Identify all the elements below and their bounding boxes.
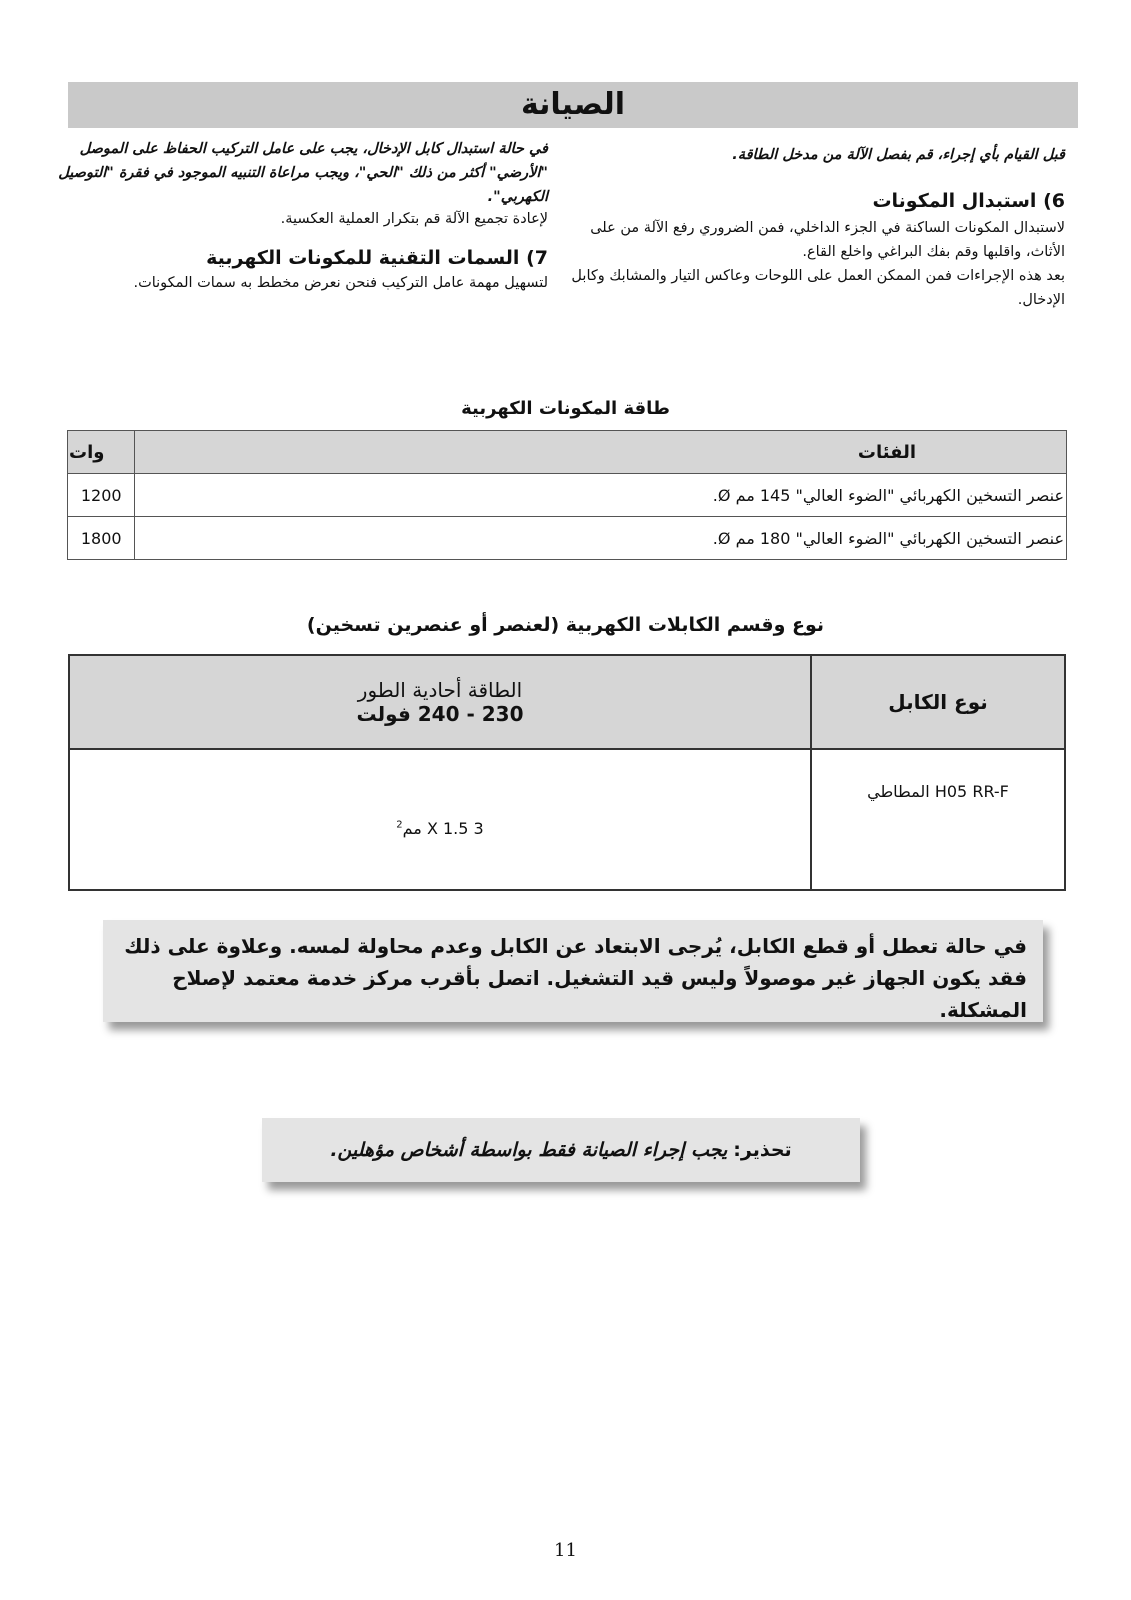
section-7-para: لتسهيل مهمة عامل التركيب فنحن نعرض مخطط به سمات المكونات. [133, 275, 548, 291]
cable-table-title: نوع وقسم الكابلات الكهربية (لعنصر أو عنصرين تسخين) [306, 614, 825, 636]
warning-label: تحذير: [733, 1139, 792, 1161]
watts-cell: 1200 [68, 474, 135, 517]
section-6-title: استبدال المكونات [872, 190, 1037, 212]
watts-cell: 1800 [68, 517, 135, 560]
cable-table [68, 654, 1066, 891]
section-6-para2: بعد هذه الإجراءات فمن الممكن العمل على اللوحات وعاكس التيار والمشابك وكابل الإدخال. [571, 268, 1065, 308]
cable-size-text: 3 X 1.5 مم [402, 818, 484, 838]
header-categories: الفئات [135, 431, 1067, 474]
table-row [68, 474, 1067, 517]
cable-damage-note: في حالة تعطل أو قطع الكابل، يُرجى الابتعاد عن الكابل وعدم محاولة لمسه. وعلاوة على ذلك فقد يكون الجهاز غير موصولاً وليس قيد التشغيل. اتصل بأقرب مركز خدمة معتمد لإصلاح المشكلة. [103, 920, 1043, 1022]
cable-size-superscript: 2 [396, 819, 403, 831]
power-table [67, 430, 1067, 560]
cable-replacement-warning: في حالة استبدال كابل الإدخال، يجب على عامل التركيب الحفاظ على الموصل "الأرضي" أكثر من ذلك "الحي"، ويجب مراعاة التنبيه الموجود في فقرة "التوصيل الكهربي". [58, 141, 548, 205]
page-title: الصيانة [68, 82, 1078, 128]
qualified-personnel-warning [262, 1118, 860, 1182]
section-6-number: 6) [1043, 190, 1065, 212]
category-cell: عنصر التسخين الكهربائي "الضوء العالي" 180 مم Ø. [135, 517, 1067, 560]
reassemble-text: لإعادة تجميع الآلة قم بتكرار العملية العكسية. [280, 211, 548, 227]
cable-table-header [69, 655, 1065, 749]
power-table-title: طاقة المكونات الكهربية [461, 398, 670, 419]
section-7-heading [55, 245, 548, 271]
cable-type-cell: H05 RR-F المطاطي [811, 749, 1065, 890]
header-cable-type: نوع الكابل [811, 655, 1065, 749]
section-6-column [570, 144, 1065, 312]
power-table-header [68, 431, 1067, 474]
disconnect-notice: قبل القيام بأي إجراء، قم بفصل الآلة من مدخل الطاقة. [732, 147, 1065, 163]
category-cell: عنصر التسخين الكهربائي "الضوء العالي" 145 مم Ø. [135, 474, 1067, 517]
table-row [69, 749, 1065, 890]
section-7-title: السمات التقنية للمكونات الكهربية [206, 247, 520, 269]
header-watts: وات [68, 431, 135, 474]
table-row [68, 517, 1067, 560]
header-power-line1: الطاقة أحادية الطور [357, 678, 523, 702]
section-6-para1: لاستبدال المكونات الساكنة في الجزء الداخلي، فمن الضروري رفع الآلة من على الأثاث، واقلبها وقم بفك البراغي واخلع القاع. [590, 220, 1065, 260]
section-7-column [55, 137, 548, 295]
warning-text: يجب إجراء الصيانة فقط بواسطة أشخاص مؤهلين. [330, 1139, 728, 1161]
cable-size-cell [69, 749, 811, 890]
header-power-line2: 230 - 240 فولت [356, 702, 524, 726]
page-number: 11 [554, 1540, 577, 1561]
header-power [69, 655, 811, 749]
section-6-heading [570, 188, 1065, 214]
section-7-number: 7) [526, 247, 548, 269]
